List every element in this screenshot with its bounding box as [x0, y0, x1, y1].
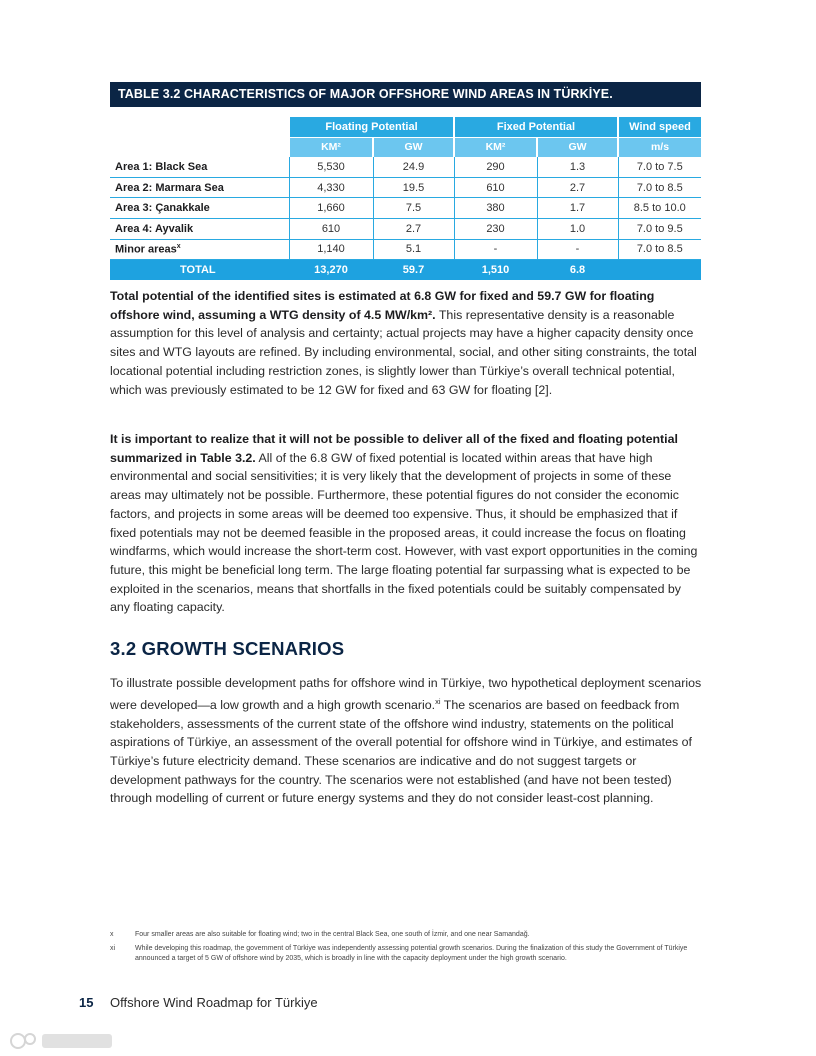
row-label: Area 1: Black Sea: [110, 157, 289, 177]
table-cell: 290: [454, 157, 537, 177]
row-label: [110, 239, 289, 260]
watermark-logo-icon: [8, 1030, 118, 1052]
total-label: TOTAL: [110, 260, 289, 280]
paragraph-growth-scenarios: [110, 674, 702, 808]
paragraph-lead: It is important to realize that it will not be possible to deliver all of the fixed and floating potential summarized in Table 3.2.: [110, 432, 678, 465]
paragraph-total-potential: [110, 287, 702, 399]
table-row: [110, 239, 701, 260]
unit-header: GW: [373, 137, 454, 157]
table-cell: 8.5 to 10.0: [618, 198, 701, 219]
row-label: Area 3: Çanakkale: [110, 198, 289, 219]
unit-header: GW: [537, 137, 618, 157]
row-label: Area 4: Ayvalik: [110, 218, 289, 239]
unit-header: m/s: [618, 137, 701, 157]
table-cell: 5,530: [289, 157, 373, 177]
row-label: Area 2: Marmara Sea: [110, 177, 289, 198]
footnote-ref: xi: [435, 696, 441, 706]
paragraph-body: To illustrate possible development paths for offshore wind in Türkiye, two hypothetical deployment scenarios were developed—a low growth and a high growth scenario.: [110, 676, 702, 712]
table-cell: 1.7: [537, 198, 618, 219]
table-cell: 1,510: [454, 260, 537, 280]
footnote-text: While developing this roadmap, the government of Türkiye was independently assessing potential growth scenarios. During the finalization of this study the Government of Türkiye announced a target of 5 GW of offshore wind by 2035, which is broadly in line with the capacity deployment under the high growth scenario.: [135, 945, 688, 962]
paragraph-lead: Total potential of the identified sites is estimated at 6.8 GW for fixed and 59.7 GW for floating offshore wind, assuming a WTG density of 4.5 MW/km².: [110, 289, 655, 322]
table-cell: 7.0 to 7.5: [618, 157, 701, 177]
offshore-wind-areas-table: [110, 117, 701, 280]
table-cell: 1,660: [289, 198, 373, 219]
table-cell: 1.0: [537, 218, 618, 239]
unit-header: KM²: [454, 137, 537, 157]
paragraph-body: All of the 6.8 GW of fixed potential is located within areas that have high environmental and social sensitivities; it is very likely that the development of projects in some of these areas may ultimately not be possible. Furthermore, these potential figures do not consider the economic factors, and projects in some areas will be deemed too expensive. Thus, it should be emphasized that if fixed potentials may not be deemed feasible in the proposed areas, it could increase the focus on floating windfarms, which would increase the short-term cost. However, with vast export opportunities in the coming future, this might be beneficial long term. The large floating potential far surpassing what is expected to be exploited in the scenarios, means that shortfalls in the fixed potentials could be suitably compensated by any floating capacity.: [110, 450, 698, 615]
footnote-text: Four smaller areas are also suitable for floating wind; two in the central Black Sea, one south of İzmir, and one near Samandağ.: [135, 931, 530, 938]
table-cell: 1,140: [289, 239, 373, 260]
table-row: [110, 157, 701, 177]
table-cell: 7.0 to 8.5: [618, 177, 701, 198]
table-cell: -: [537, 239, 618, 260]
watermark-logo: [8, 1030, 118, 1052]
table-cell: 5.1: [373, 239, 454, 260]
table-cell: 24.9: [373, 157, 454, 177]
table-cell: 7.5: [373, 198, 454, 219]
paragraph-body: The scenarios are based on feedback from stakeholders, assessments of the current state of the offshore wind industry, statements on the political aspirations of Türkiye, an assessment of the overall potential for offshore wind in Türkiye, and estimates of Türkiye’s future electricity demand. These scenarios are indicative and do not suggest targets or development pathways for the country. The scenarios were not established (and have not been tested) through modelling of current or future energy systems and they do not consider least-cost planning.: [110, 697, 692, 806]
table-cell: 13,270: [289, 260, 373, 280]
footnote-mark: x: [110, 931, 114, 938]
table-cell: 610: [454, 177, 537, 198]
table-cell: 6.8: [537, 260, 618, 280]
table-cell: 2.7: [373, 218, 454, 239]
table-cell: 7.0 to 8.5: [618, 239, 701, 260]
table-title: TABLE 3.2 CHARACTERISTICS OF MAJOR OFFSHORE WIND AREAS IN TÜRKİYE.: [110, 82, 701, 107]
footnote-mark: xi: [110, 945, 116, 952]
page-number: 15: [79, 995, 94, 1010]
table-cell: 2.7: [537, 177, 618, 198]
table-cell: 230: [454, 218, 537, 239]
table-row: [110, 218, 701, 239]
wind-speed-header: Wind speed: [618, 117, 701, 137]
unit-header: KM²: [289, 137, 373, 157]
running-footer-title: Offshore Wind Roadmap for Türkiye: [110, 995, 318, 1010]
table-cell: 19.5: [373, 177, 454, 198]
footnote-ref: x: [176, 243, 181, 251]
table-cell: 59.7: [373, 260, 454, 280]
table-row: [110, 198, 701, 219]
table-cell: 4,330: [289, 177, 373, 198]
row-label-text: Minor areas: [115, 243, 177, 256]
table-row: [110, 177, 701, 198]
table-cell: 1.3: [537, 157, 618, 177]
table-cell: 380: [454, 198, 537, 219]
table-cell: 7.0 to 9.5: [618, 218, 701, 239]
table-cell: -: [454, 239, 537, 260]
total-row: [110, 260, 701, 280]
table-cell: 610: [289, 218, 373, 239]
corner-cell: [110, 137, 289, 157]
paragraph-delivery-caveat: [110, 430, 702, 617]
table-cell: [618, 260, 701, 280]
fixed-potential-header: Fixed Potential: [454, 117, 618, 137]
floating-potential-header: Floating Potential: [289, 117, 454, 137]
section-heading: 3.2 GROWTH SCENARIOS: [110, 638, 345, 659]
footnote: [110, 930, 702, 940]
paragraph-body: This representative density is a reasonable assumption for this level of analysis and certainty; actual projects may have a higher capacity density once sites and WTG layouts are refined. By including environmental, social, and other siting constraints, the total locational potential including restriction zones, is slightly lower than Türkiye’s overall technical potential, which was previously estimated to be 12 GW for fixed and 63 GW for floating [2].: [110, 307, 697, 397]
footnote: [110, 944, 702, 963]
corner-cell: [110, 117, 289, 137]
